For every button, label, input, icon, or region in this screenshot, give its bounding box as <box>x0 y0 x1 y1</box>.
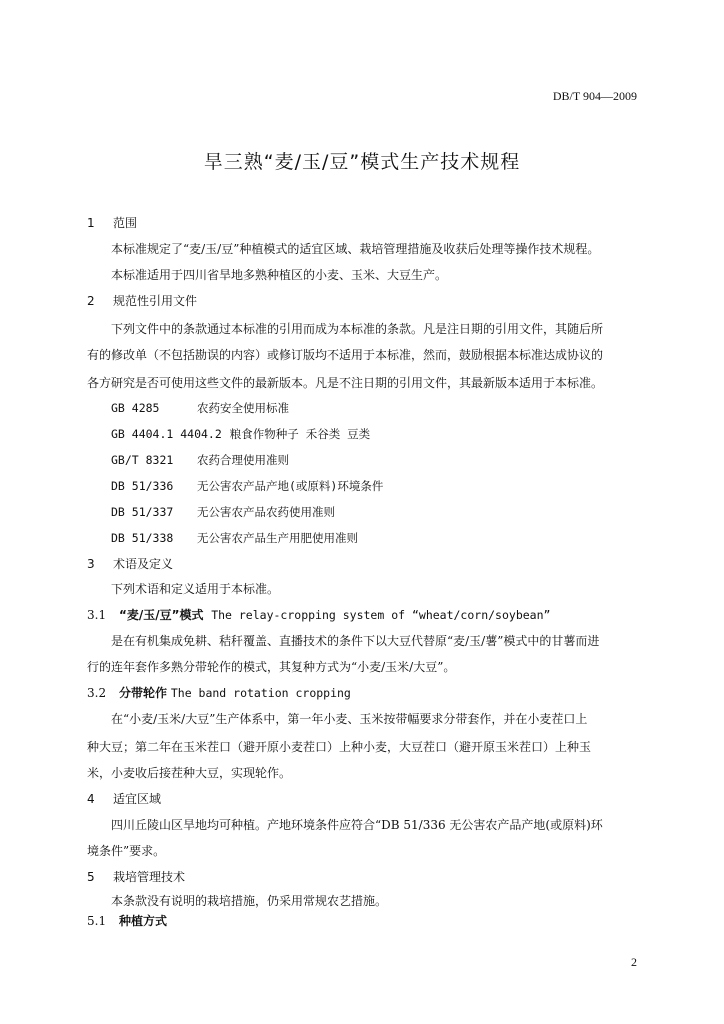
section-title: 范围 <box>113 216 138 230</box>
section-5-1-heading <box>87 912 167 929</box>
reference-item <box>111 478 383 494</box>
reference-title: 农药安全使用标准 <box>197 401 289 415</box>
reference-code: DB 51/338 <box>111 531 174 545</box>
reference-item <box>111 504 335 520</box>
reference-code: GB 4285 <box>111 401 160 415</box>
section-3-heading <box>87 555 173 572</box>
term-number: 3.1 <box>87 608 107 622</box>
section-number: 4 <box>87 792 95 806</box>
section-number: 5 <box>87 870 95 884</box>
section-number: 5.1 <box>87 914 107 928</box>
reference-item <box>111 400 289 416</box>
section-number: 1 <box>87 216 95 230</box>
reference-item <box>111 530 358 546</box>
reference-code: DB 51/337 <box>111 505 174 519</box>
section-title: 栽培管理技术 <box>113 870 186 884</box>
paragraph: 本条款没有说明的栽培措施，仍采用常规农艺措施。 <box>111 894 388 908</box>
reference-code: GB/T 8321 <box>111 453 174 467</box>
reference-item <box>111 452 289 468</box>
paragraph-line: 有的修改单（不包括勘误的内容）或修订版均不适用于本标准，然而，鼓励根据本标准达成协议的 <box>87 348 604 362</box>
term-english: The relay-cropping system of “wheat/corn/soybean” <box>211 608 551 622</box>
standard-number: DB/T 904—2009 <box>552 89 637 103</box>
reference-title: 粮食作物种子 禾谷类 豆类 <box>229 427 371 441</box>
term-3-1-heading <box>87 606 550 623</box>
reference-title: 农药合理使用准则 <box>197 453 289 467</box>
paragraph-line: 行的连年套作多熟分带轮作的模式，其复种方式为“小麦/玉米/大豆”。 <box>87 660 456 674</box>
section-title: 规范性引用文件 <box>113 294 198 308</box>
section-number: 3 <box>87 557 95 571</box>
term-english: The band rotation cropping <box>170 686 351 700</box>
reference-code: GB 4404.1 4404.2 <box>111 427 222 441</box>
paragraph-line: 是在有机集成免耕、秸秆覆盖、直播技术的条件下以大豆代替原“麦/玉/薯”模式中的甘薯而进 <box>111 634 600 648</box>
paragraph: 本标准适用于四川省旱地多熟种植区的小麦、玉米、大豆生产。 <box>111 268 448 282</box>
reference-title: 无公害农产品产地(或原料)环境条件 <box>197 479 384 493</box>
section-2-heading <box>87 292 197 309</box>
section-5-heading <box>87 868 185 885</box>
page-number: 2 <box>631 955 637 969</box>
paragraph-line: 米，小麦收后接茬种大豆，实现轮作。 <box>87 766 292 780</box>
paragraph-line: 境条件”要求。 <box>87 844 166 858</box>
section-number: 2 <box>87 294 95 308</box>
reference-code: DB 51/336 <box>111 479 174 493</box>
reference-title: 无公害农产品农药使用准则 <box>197 505 335 519</box>
paragraph-line: 各方研究是否可使用这些文件的最新版本。凡是不注日期的引用文件，其最新版本适用于本标准。 <box>87 376 604 390</box>
paragraph-line: 种大豆；第二年在玉米茬口（避开原小麦茬口）上种小麦，大豆茬口（避开原玉米茬口）上种玉 <box>87 740 592 754</box>
section-4-heading <box>87 790 161 807</box>
section-title: 术语及定义 <box>113 557 174 571</box>
paragraph-line: 下列文件中的条款通过本标准的引用而成为本标准的条款。凡是注日期的引用文件，其随后所 <box>111 322 604 336</box>
paragraph: 本标准规定了“麦/玉/豆”种植模式的适宜区域、栽培管理措施及收获后处理等操作技术规程。 <box>111 242 600 256</box>
reference-item <box>111 426 370 442</box>
term-number: 3.2 <box>87 686 107 700</box>
term-name: “麦/玉/豆”模式 <box>119 608 204 622</box>
term-3-2-heading <box>87 684 351 701</box>
paragraph-line: 在“小麦/玉米/大豆”生产体系中，第一年小麦、玉米按带幅要求分带套作，并在小麦茬口上 <box>111 712 588 726</box>
section-title: 适宜区域 <box>113 792 162 806</box>
section-title: 种植方式 <box>119 914 168 928</box>
paragraph-line: 四川丘陵山区旱地均可种植。产地环境条件应符合“DB 51/336 无公害农产品产地(或原料)环 <box>111 818 603 832</box>
paragraph: 下列术语和定义适用于本标准。 <box>111 582 280 596</box>
section-1-heading <box>87 214 137 231</box>
page-title: 旱三熟“麦/玉/豆”模式生产技术规程 <box>203 151 521 173</box>
term-name: 分带轮作 <box>119 686 168 700</box>
reference-title: 无公害农产品生产用肥使用准则 <box>197 531 358 545</box>
